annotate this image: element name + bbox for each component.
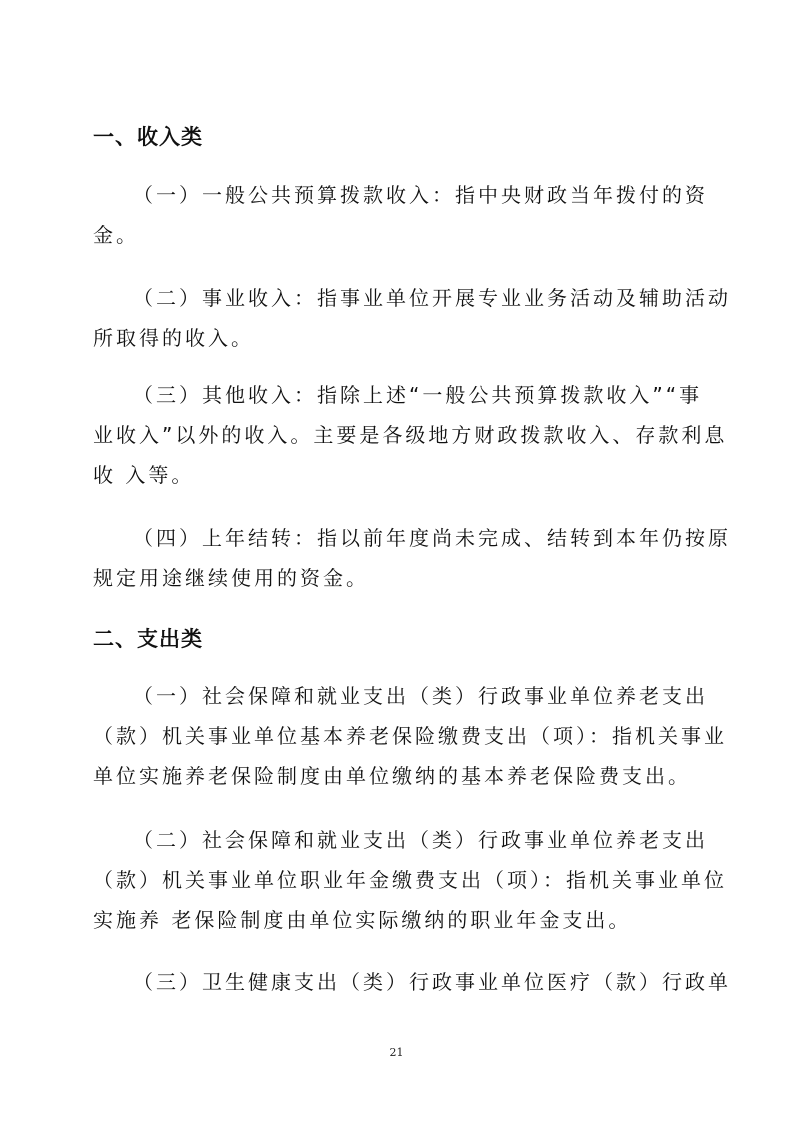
paragraph-line: （一）一般公共预算拨款收入：指中央财政当年拨付的资 [133,183,708,207]
paragraph-income-1 [93,175,708,255]
paragraph-expenditure-2 [93,820,727,940]
paragraph-line: （二）事业收入：指事业单位开展专业业务活动及辅助活动 [133,286,731,310]
paragraph-line: 金。 [93,223,139,247]
paragraph-line: （款）机关事业单位职业年金缴费支出（项）：指机关事业单位 [93,868,727,892]
section-heading-income: 一、收入类 [93,125,203,149]
paragraph-income-3 [93,375,728,495]
page-number: 21 [389,1046,404,1059]
paragraph-line: 单位实施养老保险制度由单位缴纳的基本养老保险费支出。 [93,764,691,788]
paragraph-line: （二）社会保障和就业支出（类）行政事业单位养老支出 [133,828,708,852]
paragraph-line: （三）卫生健康支出（类）行政事业单位医疗（款）行政单 [133,970,731,994]
paragraph-expenditure-3 [93,962,731,1002]
paragraph-line: （四）上年结转：指以前年度尚未完成、结转到本年仍按原 [133,526,731,550]
paragraph-line: （一）社会保障和就业支出（类）行政事业单位养老支出 [133,684,708,708]
paragraph-line: 业收入”以外的收入。主要是各级地方财政拨款收入、存款利息 [93,423,728,447]
paragraph-line: 收 入等。 [93,463,195,487]
paragraph-line: 规定用途继续使用的资金。 [93,566,369,590]
section-heading-expenditure: 二、支出类 [93,627,203,651]
paragraph-line: 实施养 老保险制度由单位实际缴纳的职业年金支出。 [93,908,632,932]
paragraph-line: 所取得的收入。 [93,326,254,350]
paragraph-income-4 [93,518,731,598]
paragraph-income-2 [93,278,731,358]
paragraph-expenditure-1 [93,676,727,796]
paragraph-line: （款）机关事业单位基本养老保险缴费支出（项）：指机关事业 [93,724,727,748]
paragraph-line: （三）其他收入：指除上述“一般公共预算拨款收入”“事 [133,383,703,407]
